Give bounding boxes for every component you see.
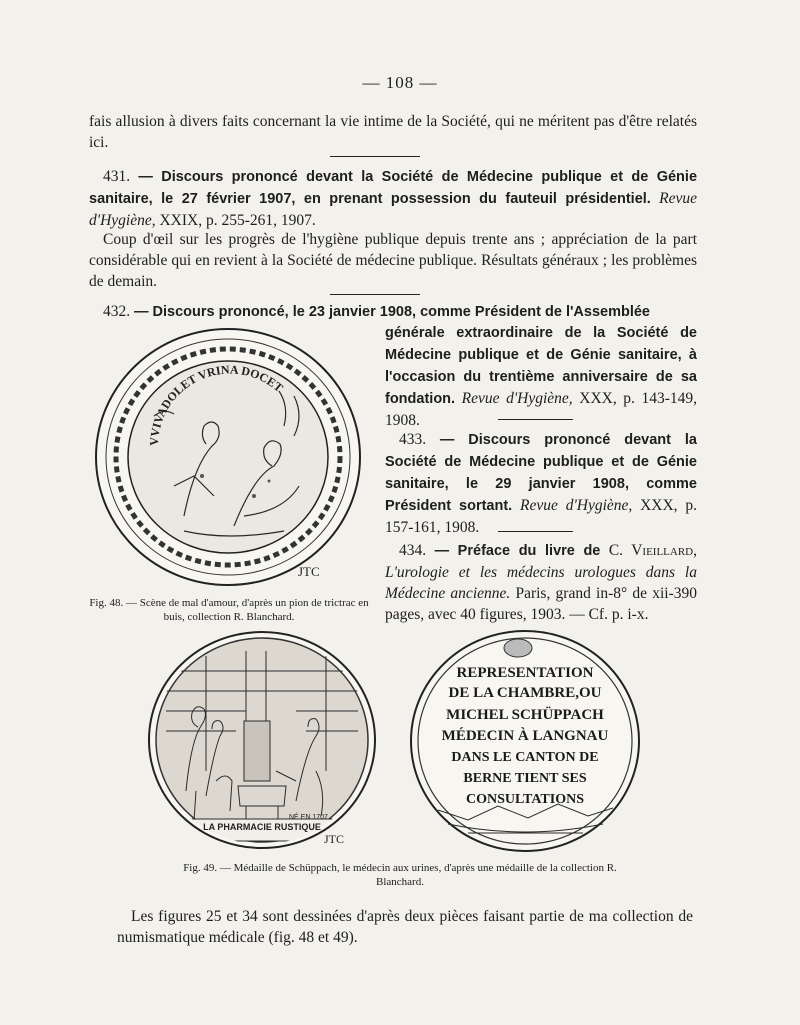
entry-433-reference: XXX, p. 157-161, 1908. [385, 497, 697, 536]
entry-432-line1 [103, 301, 697, 323]
figure-49-reverse-image [408, 628, 642, 854]
figure-48-inscription: VVIVADOLET VRINA DOCET [146, 362, 286, 447]
entry-431 [89, 166, 697, 231]
entry-434-author: C. Vieillard, [608, 542, 697, 559]
reverse-line-4: MÉDECIN À LANGNAU [441, 728, 609, 744]
reverse-line-7: CONSULTATIONS [465, 792, 585, 807]
reverse-line-2: DE LA CHAMBRE,OU [448, 685, 602, 701]
page-number: — 108 — [362, 73, 438, 92]
entry-432-title-start: — Discours prononcé, le 23 janvier 1908, comme Président de l'Assemblée [134, 304, 650, 320]
entry-431-title: — Discours prononcé devant la Société de Médecine publique et de Génie sanitaire, le 27 février 1907, en prenant possession du fauteuil présidentiel. [89, 169, 698, 207]
reverse-line-5: DANS LE CANTON DE [451, 750, 599, 765]
reverse-line-6: BERNE TIENT SES [463, 771, 587, 786]
figure-49-obverse-image [146, 631, 378, 853]
separator-rule [498, 419, 573, 420]
entry-431-journal: Revue d'Hygiène, [89, 190, 698, 229]
entry-433-number: 433. [399, 431, 427, 448]
closing-paragraph: Les figures 25 et 34 sont dessinées d'après deux pièces faisant partie de ma collection de numismatique médicale (fig. 48 et 49). [117, 908, 693, 946]
figure-48-medal-image [94, 326, 362, 588]
entry-431-reference: XXIX, p. 255-261, 1907. [159, 212, 316, 229]
figure-49-obverse-date: NÉ EN 1707 [289, 814, 328, 821]
entry-434-book-title: L'urologie et les médecins urologues dans la Médecine ancienne. [385, 564, 697, 602]
separator-rule [498, 531, 573, 532]
separator-rule [330, 294, 420, 295]
entry-434 [385, 540, 697, 625]
entry-432-number: 432. [103, 303, 131, 320]
entry-432-reference: XXX, p. 143-149, 1908. [385, 390, 698, 429]
entry-431-number: 431. [103, 168, 131, 185]
figure-49-monogram: JTC [324, 832, 345, 846]
entry-433-journal: Revue d'Hygiène, [520, 497, 633, 514]
entry-434-title: — Préface du livre de [434, 543, 601, 559]
reverse-line-3: MICHEL SCHÜPPACH [446, 707, 604, 723]
figure-48-monogram: JTC [298, 564, 320, 579]
entry-434-number: 434. [399, 542, 427, 559]
entry-431-summary: Coup d'œil sur les progrès de l'hygiène publique depuis trente ans ; appréciation de la part considérable qui en revient à la Société de médecine publique. Résultats généraux ; les problèmes de demain. [89, 231, 697, 290]
entry-433 [385, 429, 697, 538]
entry-433-title: — Discours prononcé devant la Société de Médecine publique et de Génie sanitaire, le 29 janvier 1908, comme Président sortant. [385, 432, 697, 514]
figure-49-caption: Fig. 49. — Médaille de Schüppach, le médecin aux urines, d'après une médaille de la collection R. Blanchard. [183, 862, 617, 888]
figure-49-obverse-label: LA PHARMACIE RUSTIQUE [203, 822, 321, 832]
intro-paragraph: fais allusion à divers faits concernant la vie intime de la Société, qui ne méritent pas d'être relatés ici. [89, 113, 697, 151]
entry-434-reference: Paris, grand in-8° de xii-390 pages, avec 40 figures, 1903. — Cf. p. i-x. [385, 585, 697, 623]
entry-432-body [385, 322, 697, 431]
separator-rule [330, 156, 420, 157]
entry-432-title-rest: générale extraordinaire de la Société de Médecine publique et de Génie sanitaire, à l'occasion du trentième anniversaire de sa fondation. [385, 325, 697, 407]
reverse-line-1: REPRESENTATION [456, 665, 594, 681]
entry-432-journal: Revue d'Hygiène, [461, 390, 573, 407]
figure-48-caption: Fig. 48. — Scène de mal d'amour, d'après un pion de trictrac en buis, collection R. Blanchard. [89, 597, 369, 623]
